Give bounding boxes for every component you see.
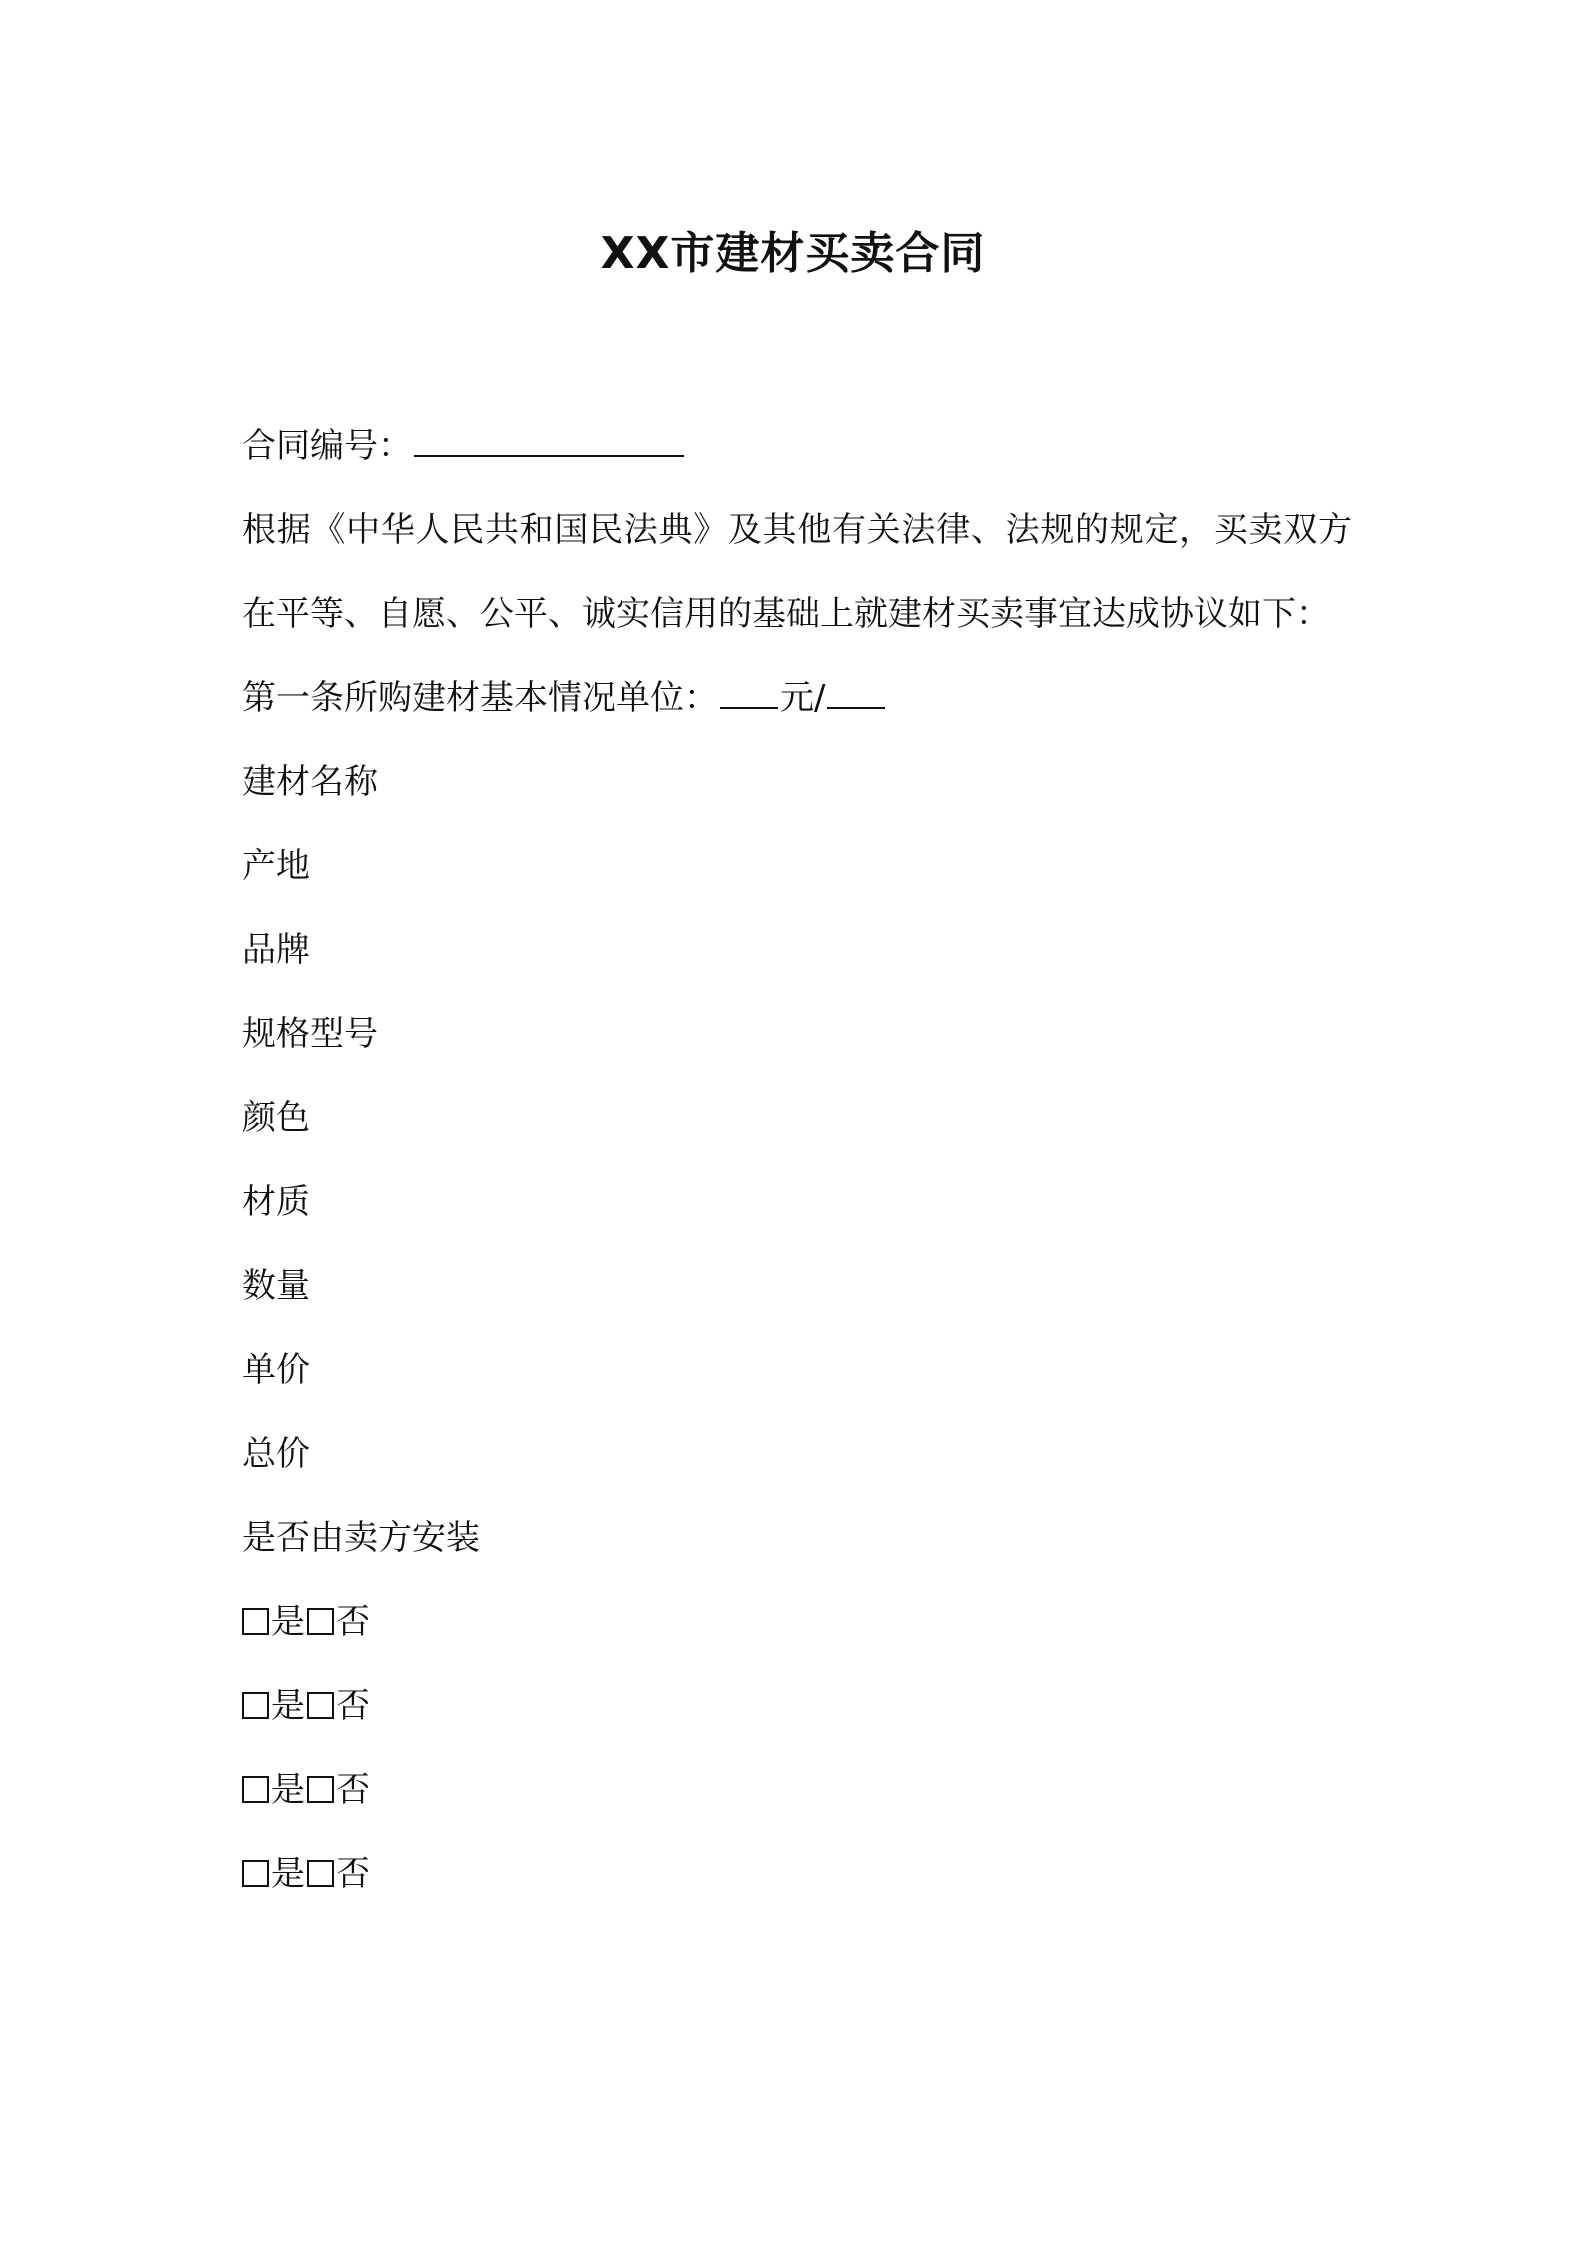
field-spec-model: 规格型号 — [242, 1014, 378, 1054]
choice-row — [242, 1664, 1362, 1748]
field-material: 材质 — [242, 1182, 310, 1222]
field-origin: 产地 — [242, 846, 310, 886]
choice-row — [242, 1748, 1362, 1832]
no-label: 否 — [336, 1602, 370, 1642]
yes-label: 是 — [271, 1686, 305, 1726]
contract-number-blank — [414, 421, 684, 457]
contract-number-line — [242, 404, 1362, 488]
field-quantity: 数量 — [242, 1266, 310, 1306]
article-1-line — [242, 656, 1362, 740]
yes-checkbox[interactable] — [242, 1608, 269, 1635]
document-title: XX市建材买卖合同 — [600, 228, 986, 279]
document-body — [242, 404, 1362, 1916]
no-checkbox[interactable] — [307, 1692, 334, 1719]
yes-label: 是 — [271, 1770, 305, 1810]
yes-label: 是 — [271, 1854, 305, 1894]
no-label: 否 — [336, 1686, 370, 1726]
yes-checkbox[interactable] — [242, 1692, 269, 1719]
no-checkbox[interactable] — [307, 1860, 334, 1887]
field-unit-price: 单价 — [242, 1350, 310, 1390]
no-checkbox[interactable] — [307, 1776, 334, 1803]
field-color: 颜色 — [242, 1098, 310, 1138]
field-brand: 品牌 — [242, 930, 310, 970]
contract-number-label: 合同编号： — [242, 426, 412, 466]
article-1-prefix: 第一条所购建材基本情况单位： — [242, 678, 718, 718]
intro-paragraph: 根据《中华人民共和国民法典》及其他有关法律、法规的规定，买卖双方在平等、自愿、公平、诚实信用的基础上就建材买卖事宜达成协议如下： — [242, 510, 1352, 634]
field-material-name: 建材名称 — [242, 762, 378, 802]
field-installation: 是否由卖方安装 — [242, 1518, 480, 1558]
choice-row — [242, 1832, 1362, 1916]
yes-checkbox[interactable] — [242, 1860, 269, 1887]
unit-measure-blank — [827, 673, 885, 709]
yes-label: 是 — [271, 1602, 305, 1642]
choice-row — [242, 1580, 1362, 1664]
article-1-unit: 元/ — [780, 678, 826, 718]
no-label: 否 — [336, 1770, 370, 1810]
no-checkbox[interactable] — [307, 1608, 334, 1635]
yes-checkbox[interactable] — [242, 1776, 269, 1803]
unit-price-blank — [720, 673, 778, 709]
no-label: 否 — [336, 1854, 370, 1894]
field-total-price: 总价 — [242, 1434, 310, 1474]
